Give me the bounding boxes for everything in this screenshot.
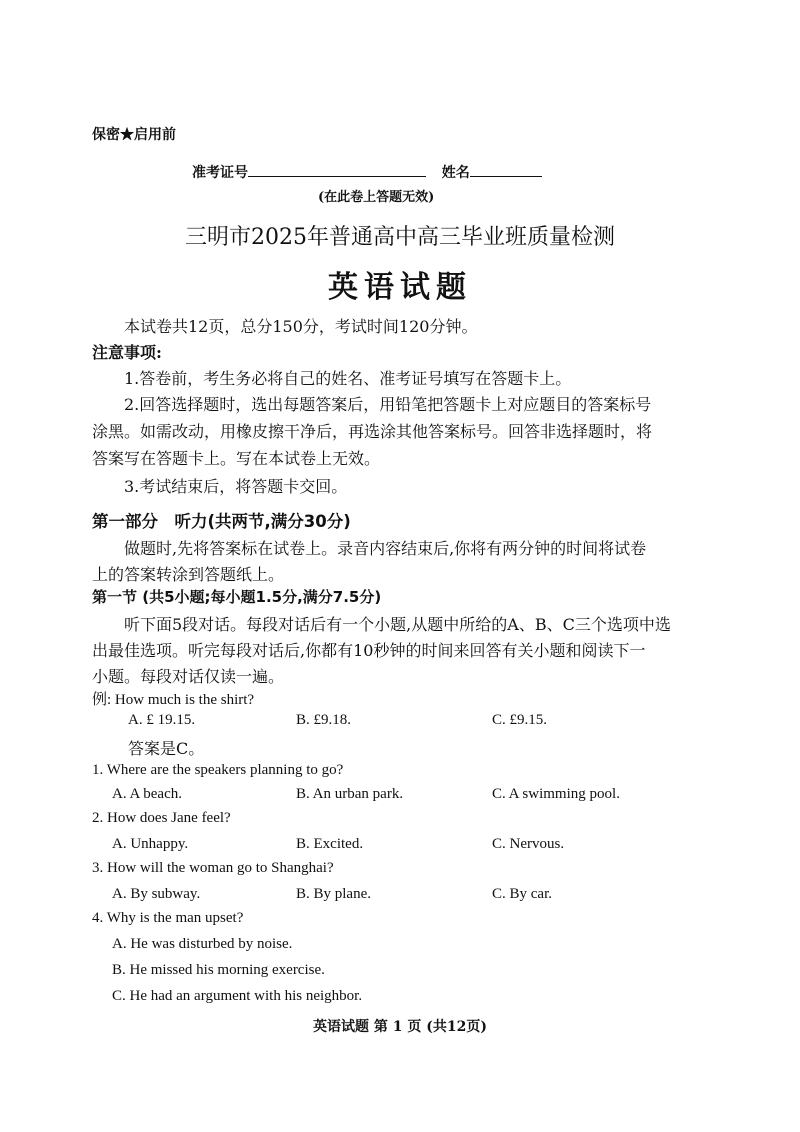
- question-4-stem: 4. Why is the man upset?: [92, 910, 244, 926]
- question-3-option-b: B. By plane.: [296, 886, 371, 902]
- question-3-option-c: C. By car.: [492, 886, 552, 902]
- notice-heading: 注意事项:: [92, 343, 162, 362]
- question-2-option-b: B. Excited.: [296, 836, 364, 852]
- question-1-option-b: B. An urban park.: [296, 786, 404, 802]
- example-option-a: A. £ 19.15.: [128, 712, 196, 728]
- notice-item-2-line-2: 涂黑。如需改动，用橡皮擦干净后，再选涂其他答案标号。回答非选择题时，将: [92, 422, 653, 441]
- section1-desc-line-3: 小题。每段对话仅读一遍。: [92, 667, 285, 686]
- invalid-answer-note: (在此卷上答题无效): [318, 190, 435, 205]
- admission-number-label: 准考证号: [192, 165, 248, 181]
- example-option-b: B. £9.18.: [296, 712, 352, 728]
- question-2-stem: 2. How does Jane feel?: [92, 810, 231, 826]
- section1-desc-line-2: 出最佳选项。听完每段对话后,你都有10秒钟的时间来回答有关小题和阅读下一: [92, 641, 646, 660]
- notice-item-2-line-3: 答案写在答题卡上。写在本试卷上无效。: [92, 449, 381, 468]
- question-1-option-c: C. A swimming pool.: [492, 786, 620, 802]
- example-question: 例: How much is the shirt?: [92, 692, 255, 708]
- question-3-option-a: A. By subway.: [112, 886, 201, 902]
- question-4-option-b: B. He missed his morning exercise.: [112, 962, 325, 978]
- question-1-option-a: A. A beach.: [112, 786, 182, 802]
- subject-title: 英语试题: [328, 270, 472, 305]
- question-2-option-a: A. Unhappy.: [112, 836, 189, 852]
- name-label: 姓名: [441, 165, 470, 181]
- secrecy-label: 保密★启用前: [92, 127, 176, 143]
- part1-desc-line-2: 上的答案转涂到答题纸上。: [92, 565, 285, 584]
- page-footer: 英语试题 第 1 页 (共12页): [313, 1019, 487, 1035]
- question-3-stem: 3. How will the woman go to Shanghai?: [92, 860, 334, 876]
- exam-title: 三明市2025年普通高中高三毕业班质量检测: [185, 225, 615, 250]
- name-field[interactable]: [470, 164, 542, 177]
- notice-item-2-line-1: 2.回答选择题时，选出每题答案后，用铅笔把答题卡上对应题目的答案标号: [124, 395, 652, 414]
- question-4-option-a: A. He was disturbed by noise.: [112, 936, 293, 952]
- question-1-stem: 1. Where are the speakers planning to go?: [92, 762, 344, 778]
- example-answer: 答案是C。: [128, 739, 205, 758]
- example-option-c: C. £9.15.: [492, 712, 548, 728]
- section1-desc-line-1: 听下面5段对话。每段对话后有一个小题,从题中所给的A、B、C三个选项中选: [124, 615, 671, 634]
- notice-item-3: 3.考试结束后，将答题卡交回。: [124, 477, 348, 496]
- question-2-option-c: C. Nervous.: [492, 836, 565, 852]
- part1-heading: 第一部分 听力(共两节,满分30分): [92, 512, 351, 531]
- part1-desc-line-1: 做题时,先将答案标在试卷上。录音内容结束后,你将有两分钟的时间将试卷: [124, 539, 647, 558]
- candidate-info-line: [192, 162, 542, 182]
- intro-text: 本试卷共12页，总分150分，考试时间120分钟。: [124, 317, 478, 336]
- section1-heading: 第一节 (共5小题;每小题1.5分,满分7.5分): [92, 588, 382, 606]
- admission-number-field[interactable]: [248, 164, 426, 177]
- question-4-option-c: C. He had an argument with his neighbor.: [112, 988, 363, 1004]
- notice-item-1: 1.答卷前，考生务必将自己的姓名、准考证号填写在答题卡上。: [124, 369, 572, 388]
